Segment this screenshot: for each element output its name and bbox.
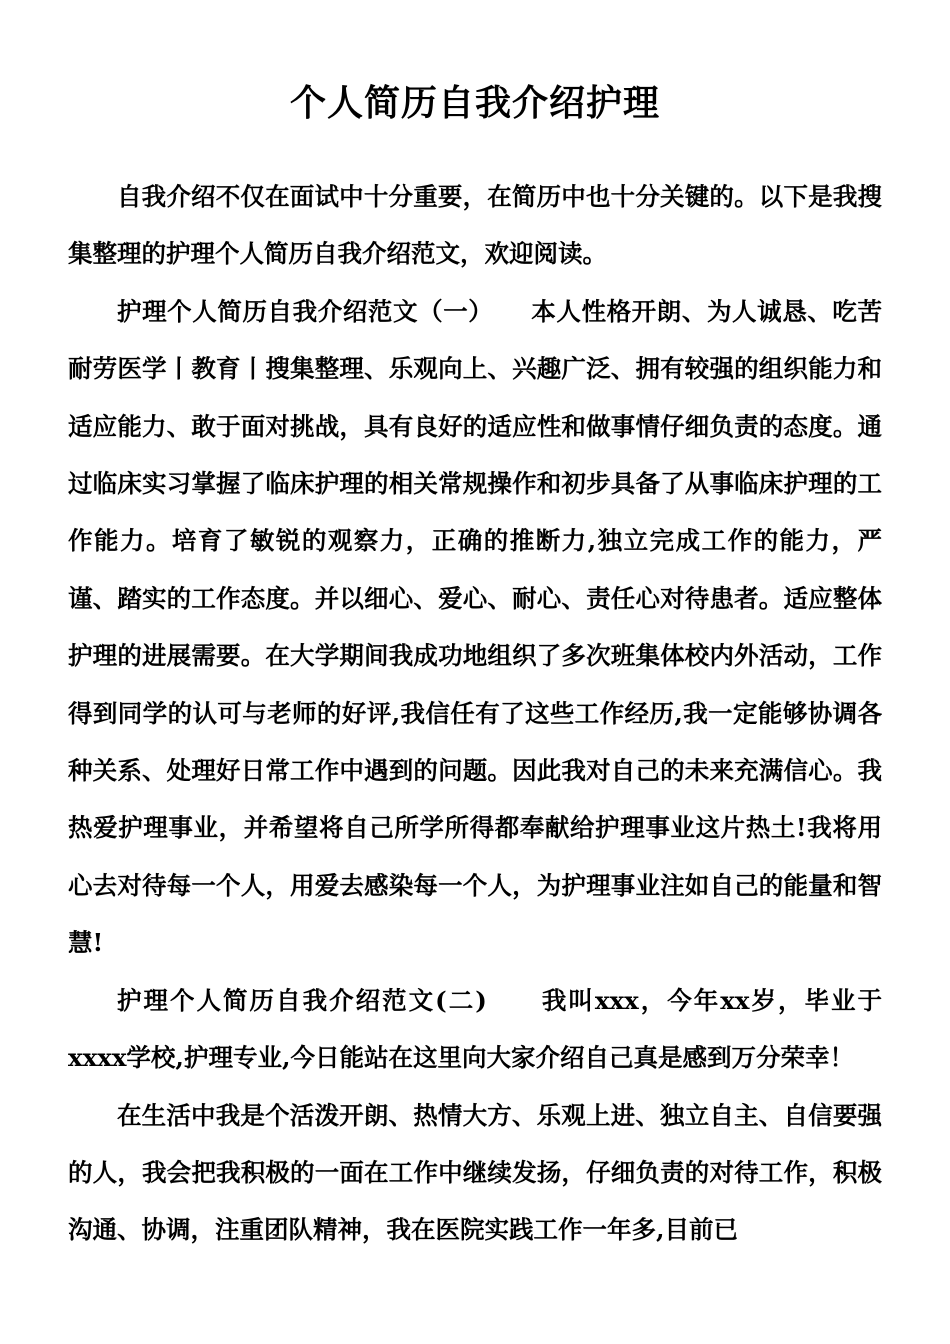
document-title: 个人简历自我介绍护理 [289, 82, 660, 124]
paragraph-sample-one: 护理个人简历自我介绍范文（一） 本人性格开朗、为人诚恳、吃苦耐劳医学丨教育丨搜集整理、乐观向上、兴趣广泛、拥有较强的组织能力和适应能力、敢于面对挑战，具有良好的适应性和做事情仔细负责的态度。通过临床实习掌握了临床护理的相关常规操作和初步具备了从事临床护理的工作能力。培育了敏锐的观察力，正确的推断力,独立完成工作的能力，严谨、踏实的工作态度。并以细心、爱心、耐心、责任心对待患者。适应整体护理的进展需要。在大学期间我成功地组织了多次班集体校内外活动，工作得到同学的认可与老师的好评,我信任有了这些工作经历,我一定能够协调各种关系、处理好日常工作中遇到的问题。因此我对自己的未来充满信心。我热爱护理事业，并希望将自己所学所得都奉献给护理事业这片热土!我将用心去对待每一个人，用爱去感染每一个人，为护理事业注如自己的能量和智慧! [68, 296, 882, 958]
paragraph-life: 在生活中我是个活泼开朗、热情大方、乐观上进、独立自主、自信要强的人，我会把我积极的一面在工作中继续发扬，仔细负责的对待工作，积极沟通、协调，注重团队精神，我在医院实践工作一年多,目前已 [68, 1100, 882, 1245]
document-body [68, 168, 882, 1259]
paragraph-intro: 自我介绍不仅在面试中十分重要，在简历中也十分关键的。以下是我搜集整理的护理个人简历自我介绍范文，欢迎阅读。 [68, 182, 882, 269]
paragraph-sample-two: 护理个人简历自我介绍范文(二) 我叫xxx，今年xx岁，毕业于xxxx学校,护理专业,今日能站在这里向大家介绍自己真是感到万分荣幸！ [68, 985, 882, 1073]
